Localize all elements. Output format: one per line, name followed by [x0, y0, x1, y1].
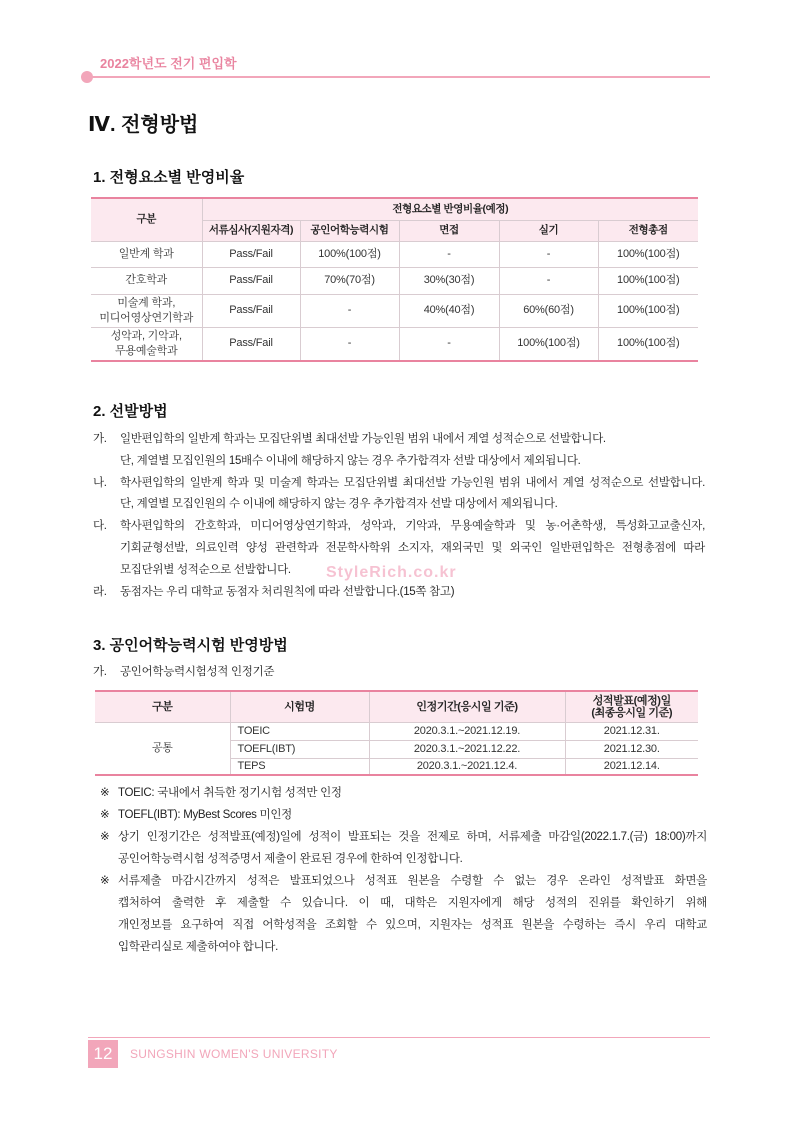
note-line	[100, 782, 707, 804]
column-header-line: (최종응시일 기준)	[591, 706, 673, 719]
ratio-heading: 1. 전형요소별 반영비율	[93, 169, 245, 186]
table-cell: -	[399, 241, 499, 267]
line-text: 학사편입학의 간호학과, 미디어영상연기학과, 성악과, 기악과, 무용예술학과 및 농·어촌학생, 특성화고교출신자,	[120, 520, 705, 533]
language-subheading	[93, 662, 705, 682]
table-cell: 40%(40점)	[399, 294, 499, 327]
table-cell: -	[300, 294, 399, 327]
line-text: 단, 계열별 모집인원의 수 이내에 해당하지 않는 경우 추가합격자 선발 대상에서 제외됩니다.	[120, 498, 558, 511]
line-text: 모집단위별 성적순으로 선발합니다.	[120, 563, 291, 576]
table-cell: Pass/Fail	[202, 327, 300, 361]
note-line	[100, 892, 707, 914]
footer-rule	[88, 1037, 710, 1038]
valid-period: 2020.3.1.~2021.12.4.	[369, 758, 565, 775]
list-line	[93, 473, 705, 495]
note-line	[100, 826, 707, 848]
table-cell: -	[399, 327, 499, 361]
table-cell: Pass/Fail	[202, 267, 300, 294]
column-header-test-name: 시험명	[230, 691, 369, 722]
line-text: 입학관리실로 제출하여야 합니다.	[118, 941, 279, 953]
list-marker: 다.	[93, 520, 107, 533]
table-cell: 60%(60점)	[499, 294, 598, 327]
line-text: 단, 계열별 모집인원의 15배수 이내에 해당하지 않는 경우 추가합격자 선발 대상에서 제외됩니다.	[120, 454, 581, 467]
table-cell: 100%(100점)	[598, 294, 698, 327]
table-cell: 30%(30점)	[399, 267, 499, 294]
list-marker: 라.	[93, 585, 107, 598]
test-name: TOEIC	[230, 722, 369, 740]
line-text: 동점자는 우리 대학교 동점자 처리원칙에 따라 선발합니다.(15쪽 참고)	[120, 585, 455, 598]
valid-period: 2020.3.1.~2021.12.19.	[369, 722, 565, 740]
note-item	[100, 782, 707, 804]
table-cell: Pass/Fail	[202, 294, 300, 327]
line-text: 공인어학능력시험성적 인정기준	[120, 666, 275, 678]
column-header-language-test: 공인어학능력시험	[300, 220, 399, 241]
reference-mark-icon: ※	[100, 831, 110, 843]
line-text: 서류제출 마감시간까지 성적은 발표되었으나 성적표 원본을 수령할 수 없는 경우 온라인 성적발표 화면을	[118, 875, 707, 887]
page-number: 12	[88, 1040, 118, 1068]
header-rule	[87, 76, 710, 78]
row-label	[91, 327, 202, 361]
reference-mark-icon: ※	[100, 875, 110, 887]
line-text: 개인정보를 요구하여 직접 어학성적을 조회할 수 있으며, 지원자는 성적표 원본을 수령하는 즉시 우리 대학교	[118, 919, 707, 931]
row-label-line: 미술계 학과,	[117, 296, 176, 309]
list-line	[93, 494, 705, 516]
column-header-valid-period: 인정기간(응시일 기준)	[369, 691, 565, 722]
table-row	[91, 327, 698, 361]
table-cell: -	[300, 327, 399, 361]
language-test-table	[95, 690, 698, 776]
table-cell: 100%(100점)	[598, 241, 698, 267]
list-line	[93, 516, 705, 538]
table-row	[91, 267, 698, 294]
test-name: TOEFL(IBT)	[230, 740, 369, 758]
group-label: 공통	[95, 722, 230, 775]
column-header-category: 구분	[91, 198, 202, 241]
list-item	[93, 473, 705, 517]
footer-university-name: SUNGSHIN WOMEN'S UNIVERSITY	[130, 1047, 338, 1061]
note-line	[100, 936, 707, 958]
row-label-line: 미디어영상연기학과	[99, 311, 194, 324]
note-line	[100, 848, 707, 870]
row-label-line: 성악과, 기악과,	[110, 329, 182, 342]
note-item	[100, 826, 707, 870]
column-header-documents: 서류심사(지원자격)	[202, 220, 300, 241]
note-line	[100, 804, 707, 826]
column-header-release-date	[565, 691, 698, 722]
line-text: 공인어학능력시험 성적증명서 제출이 완료된 경우에 한하여 인정합니다.	[118, 853, 463, 865]
column-header-category: 구분	[95, 691, 230, 722]
row-label: 일반계 학과	[91, 241, 202, 267]
table-cell: -	[499, 267, 598, 294]
list-line	[93, 538, 705, 560]
list-marker: 가.	[93, 666, 107, 678]
line-text: 학사편입학의 일반계 학과 및 미술계 학과는 모집단위별 최대선발 가능인원 범위 내에서 계열 성적순으로 선발합니다.	[120, 476, 705, 489]
running-header-title: 2022학년도 전기 편입학	[100, 56, 237, 71]
line-text: 기회균형선발, 의료인력 양성 관련학과 전문학사학위 소지자, 재외국민 및 외국인 일반편입학은 전형총점에 따라	[120, 541, 705, 554]
line-text: 캡처하여 출력한 후 제출할 수 있습니다. 이 때, 대학은 지원자에게 해당 성적의 진위를 확인하기 위해	[118, 897, 707, 909]
column-header-line: 성적발표(예정)일	[592, 694, 671, 707]
list-line	[93, 560, 705, 582]
list-item	[93, 429, 705, 473]
table-row	[95, 722, 698, 740]
notes-list	[100, 782, 707, 958]
row-label	[91, 294, 202, 327]
column-header-interview: 면접	[399, 220, 499, 241]
row-label: 간호학과	[91, 267, 202, 294]
release-date: 2021.12.31.	[565, 722, 698, 740]
selection-list	[93, 429, 705, 603]
language-heading: 3. 공인어학능력시험 반영방법	[93, 637, 288, 654]
table-cell: 100%(100점)	[499, 327, 598, 361]
table-header-row	[91, 198, 698, 220]
selection-heading: 2. 선발방법	[93, 403, 168, 420]
table-cell: 100%(100점)	[300, 241, 399, 267]
reference-mark-icon: ※	[100, 809, 110, 821]
column-header-group: 전형요소별 반영비율(예정)	[202, 198, 698, 220]
table-cell: 100%(100점)	[598, 327, 698, 361]
line-text: 상기 인정기간은 성적발표(예정)일에 성적이 발표되는 것을 전제로 하며, 서류제출 마감일(2022.1.7.(금) 18:00)까지	[118, 831, 707, 843]
table-cell: -	[499, 241, 598, 267]
line-text: TOEFL(IBT): MyBest Scores 미인정	[118, 809, 292, 821]
list-item	[93, 516, 705, 581]
table-cell: Pass/Fail	[202, 241, 300, 267]
list-line	[93, 582, 705, 604]
note-line	[100, 914, 707, 936]
list-line	[93, 662, 705, 682]
table-cell: 100%(100점)	[598, 267, 698, 294]
table-row	[91, 294, 698, 327]
valid-period: 2020.3.1.~2021.12.22.	[369, 740, 565, 758]
reference-mark-icon: ※	[100, 787, 110, 799]
list-marker: 가.	[93, 433, 107, 445]
column-header-practical: 실기	[499, 220, 598, 241]
note-item	[100, 870, 707, 958]
line-text: 일반편입학의 일반계 학과는 모집단위별 최대선발 가능인원 범위 내에서 계열 성적순으로 선발합니다.	[120, 433, 606, 445]
note-line	[100, 870, 707, 892]
table-header-row	[95, 691, 698, 722]
release-date: 2021.12.30.	[565, 740, 698, 758]
column-header-total: 전형총점	[598, 220, 698, 241]
line-text: TOEIC: 국내에서 취득한 정기시험 성적만 인정	[118, 787, 342, 799]
note-item	[100, 804, 707, 826]
list-line	[93, 429, 705, 451]
list-line	[93, 451, 705, 473]
test-name: TEPS	[230, 758, 369, 775]
list-marker: 나.	[93, 476, 107, 489]
watermark: StyleRich.co.kr	[326, 564, 457, 581]
section-title: Ⅳ. 전형방법	[88, 114, 199, 136]
ratio-table	[91, 197, 698, 362]
table-cell: 70%(70점)	[300, 267, 399, 294]
table-row	[91, 241, 698, 267]
list-item	[93, 582, 705, 604]
row-label-line: 무용예술학과	[114, 344, 178, 357]
release-date: 2021.12.14.	[565, 758, 698, 775]
